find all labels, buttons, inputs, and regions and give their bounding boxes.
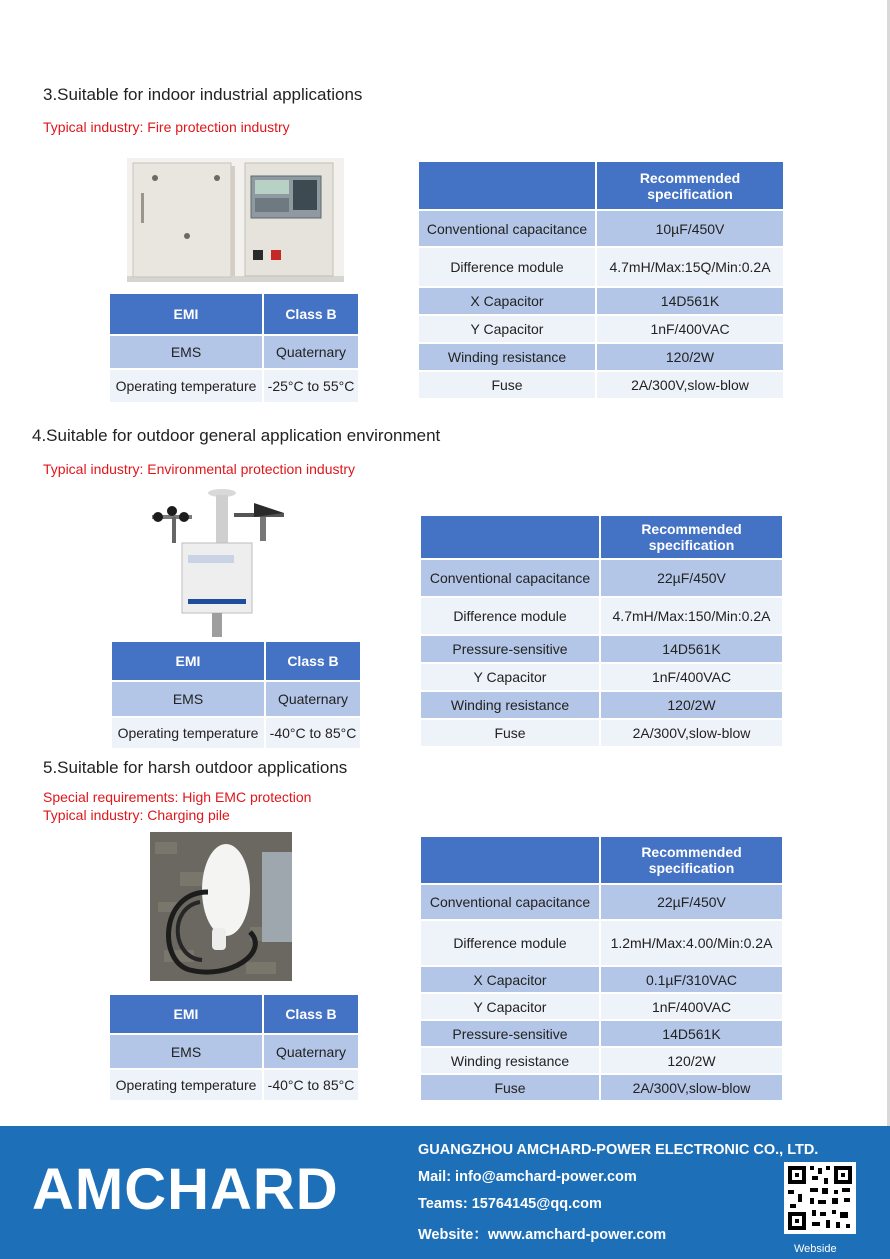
table-cell: 2A/300V,slow-blow bbox=[601, 1075, 782, 1100]
table-cell: 1nF/400VAC bbox=[597, 316, 783, 342]
spec-table-3 bbox=[417, 160, 785, 400]
table-cell: Winding resistance bbox=[421, 692, 599, 718]
table-cell: Difference module bbox=[421, 921, 599, 965]
table-cell: Operating temperature bbox=[112, 718, 264, 748]
table-cell: 1nF/400VAC bbox=[601, 994, 782, 1019]
recommended-spec-header: Recommended specification bbox=[601, 837, 782, 883]
table-cell: Y Capacitor bbox=[421, 994, 599, 1019]
table-cell: 2A/300V,slow-blow bbox=[601, 720, 782, 746]
table-cell: Winding resistance bbox=[421, 1048, 599, 1073]
contact-website[interactable]: Website：www.amchard-power.com bbox=[418, 1227, 667, 1243]
class-header: Class B bbox=[264, 294, 358, 334]
table-cell: 120/2W bbox=[601, 1048, 782, 1073]
recommended-spec-header: Recommended specification bbox=[601, 516, 782, 558]
spec-table-4 bbox=[419, 514, 784, 748]
table-cell: Pressure-sensitive bbox=[421, 1021, 599, 1046]
table-cell: Conventional capacitance bbox=[419, 211, 595, 246]
table-cell: EMS bbox=[110, 336, 262, 368]
table-cell: EMS bbox=[112, 682, 264, 716]
section-4-note: Typical industry: Environmental protection industry bbox=[43, 461, 356, 477]
empty-header bbox=[421, 837, 599, 883]
emi-table-5 bbox=[108, 993, 360, 1102]
fire-alarm-cabinet-photo bbox=[127, 158, 344, 282]
table-cell: Conventional capacitance bbox=[421, 560, 599, 596]
contact-mail[interactable]: Mail: info@amchard-power.com bbox=[418, 1169, 637, 1185]
emi-header: EMI bbox=[110, 995, 262, 1033]
table-cell: Difference module bbox=[421, 598, 599, 634]
emi-table-3 bbox=[108, 292, 360, 404]
section-4-heading: 4.Suitable for outdoor general application environment bbox=[32, 426, 441, 445]
table-cell: Y Capacitor bbox=[421, 664, 599, 690]
table-cell: 14D561K bbox=[601, 1021, 782, 1046]
spec-table-5 bbox=[419, 835, 784, 1102]
weather-station-photo bbox=[150, 487, 290, 637]
recommended-spec-header: Recommended specification bbox=[597, 162, 783, 209]
table-cell: X Capacitor bbox=[419, 288, 595, 314]
table-cell: 4.7mH/Max:150/Min:0.2A bbox=[601, 598, 782, 634]
emi-table-4 bbox=[110, 640, 362, 750]
table-cell: Quaternary bbox=[264, 336, 358, 368]
class-header: Class B bbox=[266, 642, 360, 680]
table-cell: Pressure-sensitive bbox=[421, 636, 599, 662]
table-cell: 1nF/400VAC bbox=[601, 664, 782, 690]
qr-label: Webside bbox=[794, 1243, 837, 1255]
charging-pile-photo bbox=[150, 832, 292, 981]
footer-banner bbox=[0, 1126, 890, 1259]
amchard-logo: AMCHARD bbox=[32, 1157, 339, 1222]
table-cell: 4.7mH/Max:15Q/Min:0.2A bbox=[597, 248, 783, 286]
class-header: Class B bbox=[264, 995, 358, 1033]
table-cell: Difference module bbox=[419, 248, 595, 286]
table-cell: Operating temperature bbox=[110, 370, 262, 402]
table-cell: Operating temperature bbox=[110, 1070, 262, 1100]
table-cell: -40°C to 85°C bbox=[264, 1070, 358, 1100]
section-3-heading: 3.Suitable for indoor industrial applications bbox=[43, 85, 363, 104]
section-5-heading: 5.Suitable for harsh outdoor applications bbox=[43, 758, 348, 777]
qr-code-icon[interactable] bbox=[784, 1162, 856, 1234]
empty-header bbox=[419, 162, 595, 209]
table-cell: -25°C to 55°C bbox=[264, 370, 358, 402]
table-cell: EMS bbox=[110, 1035, 262, 1068]
table-cell: 120/2W bbox=[601, 692, 782, 718]
table-cell: 10µF/450V bbox=[597, 211, 783, 246]
table-cell: Quaternary bbox=[264, 1035, 358, 1068]
section-5-note-1: Special requirements: High EMC protection bbox=[43, 789, 312, 805]
table-cell: Fuse bbox=[421, 1075, 599, 1100]
table-cell: -40°C to 85°C bbox=[266, 718, 360, 748]
table-cell: 1.2mH/Max:4.00/Min:0.2A bbox=[601, 921, 782, 965]
empty-header bbox=[421, 516, 599, 558]
emi-header: EMI bbox=[110, 294, 262, 334]
table-cell: 14D561K bbox=[601, 636, 782, 662]
table-cell: 0.1µF/310VAC bbox=[601, 967, 782, 992]
table-cell: Winding resistance bbox=[419, 344, 595, 370]
table-cell: 14D561K bbox=[597, 288, 783, 314]
table-cell: Conventional capacitance bbox=[421, 885, 599, 919]
emi-header: EMI bbox=[112, 642, 264, 680]
section-5-note-2: Typical industry: Charging pile bbox=[43, 807, 230, 823]
company-name: GUANGZHOU AMCHARD-POWER ELECTRONIC CO., LTD. bbox=[418, 1142, 819, 1158]
table-cell: Fuse bbox=[421, 720, 599, 746]
table-cell: 22µF/450V bbox=[601, 885, 782, 919]
table-cell: X Capacitor bbox=[421, 967, 599, 992]
table-cell: 120/2W bbox=[597, 344, 783, 370]
table-cell: Quaternary bbox=[266, 682, 360, 716]
contact-teams[interactable]: Teams: 15764145@qq.com bbox=[418, 1196, 602, 1212]
table-cell: 2A/300V,slow-blow bbox=[597, 372, 783, 398]
section-3-note: Typical industry: Fire protection industry bbox=[43, 119, 290, 135]
table-cell: Y Capacitor bbox=[419, 316, 595, 342]
table-cell: Fuse bbox=[419, 372, 595, 398]
table-cell: 22µF/450V bbox=[601, 560, 782, 596]
